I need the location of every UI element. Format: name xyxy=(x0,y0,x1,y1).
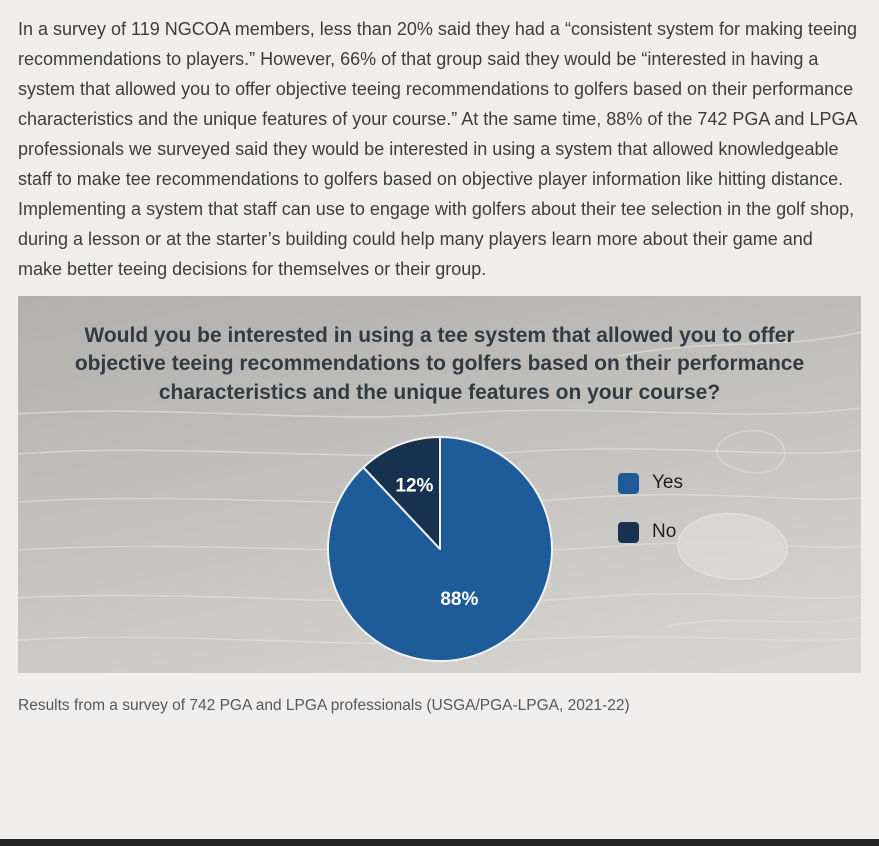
survey-chart-panel xyxy=(18,296,861,673)
legend-swatch-no xyxy=(618,522,639,543)
pie-slice-label-yes: 88% xyxy=(439,588,478,610)
legend-item-yes xyxy=(618,472,683,494)
chart-title: Would you be interested in using a tee system that allowed you to offer objective teeing recommendations to golfers based on their performance characteristics and the unique features on your course? xyxy=(74,324,805,404)
pie-slice-label-no: 12% xyxy=(394,475,433,497)
legend-label-no: No xyxy=(652,521,677,542)
chart-legend xyxy=(618,472,683,543)
chart-source-caption: Results from a survey of 742 PGA and LPGA professionals (USGA/PGA-LPGA, 2021-22) xyxy=(18,697,630,714)
pie-chart xyxy=(320,429,560,669)
intro-paragraph: In a survey of 119 NGCOA members, less than 20% said they had a “consistent system for making teeing recommendations to players.” However, 66% of that group said they would be “interested in having a system that allowed you to offer objective teeing recommendations to golfers based on their performance characteristics and the unique features of your course.” At the same time, 88% of the 742 PGA and LPGA professionals we surveyed said they would be interested in using a system that allowed knowledgeable staff to make tee recommendations to golfers based on objective player information like hitting distance. Implementing a system that staff can use to engage with golfers about their tee selection in the golf shop, during a lesson or at the starter’s building could help many players learn more about their game and make better teeing decisions for themselves or their group. xyxy=(18,19,858,279)
legend-item-no xyxy=(618,521,683,543)
bottom-edge-bar xyxy=(0,839,879,846)
legend-label-yes: Yes xyxy=(652,472,683,493)
legend-swatch-yes xyxy=(618,473,639,494)
